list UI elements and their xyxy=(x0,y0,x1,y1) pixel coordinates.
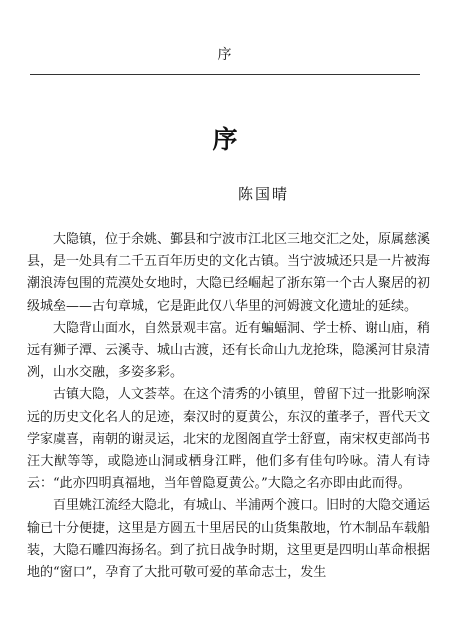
paragraph: 古镇大隐，人文荟萃。在这个清秀的小镇里，曾留下过一批影响深远的历史文化名人的足迹，秦汉时的夏黄公，东汉的董孝子，晋代天文学家虞喜，南朝的谢灵运，北宋的龙图阁直学士舒亶，南宋权吏部尚书汪大猷等等，或隐迹山洞或栖身江畔，他们多有佳句吟咏。清人有诗云：“此亦四明真福地，当年曾隐夏黄公。”大隐之名亦即由此而得。 xyxy=(27,387,431,492)
running-head: 序 xyxy=(217,47,233,63)
author-name: 陈国晴 xyxy=(238,185,290,203)
paragraph: 大隐镇，位于余姚、鄞县和宁波市江北区三地交汇之处，原属慈溪县，是一处具有二千五百年历史的文化古镇。当宁波城还只是一片被海潮浪涛包围的荒漠处女地时，大隐已经崛起了浙东第一个古人聚居的初级城垒——古句章城，它是距此仅八华里的河姆渡文化遗址的延续。 xyxy=(27,232,431,314)
chapter-title: 序 xyxy=(212,125,238,154)
paragraph: 大隐背山面水，自然景观丰富。近有蝙蝠洞、学士桥、谢山庙，稍远有狮子潭、云溪寺、城山古渡，还有长命山九龙抢珠，隐溪河甘泉清冽，山水交融，多姿多彩。 xyxy=(27,320,431,381)
body-text xyxy=(27,229,430,584)
paragraph: 百里姚江流经大隐北，有城山、半浦两个渡口。旧时的大隐交通运输已十分便捷，这里是方圆五十里居民的山货集散地，竹木制品车载船装，大隐石雕四海扬名。到了抗日战争时期，这里更是四明山革命根据地的“窗口”，孕育了大批可敬可爱的革命志士，发生 xyxy=(27,498,431,581)
header-rule xyxy=(30,74,420,75)
